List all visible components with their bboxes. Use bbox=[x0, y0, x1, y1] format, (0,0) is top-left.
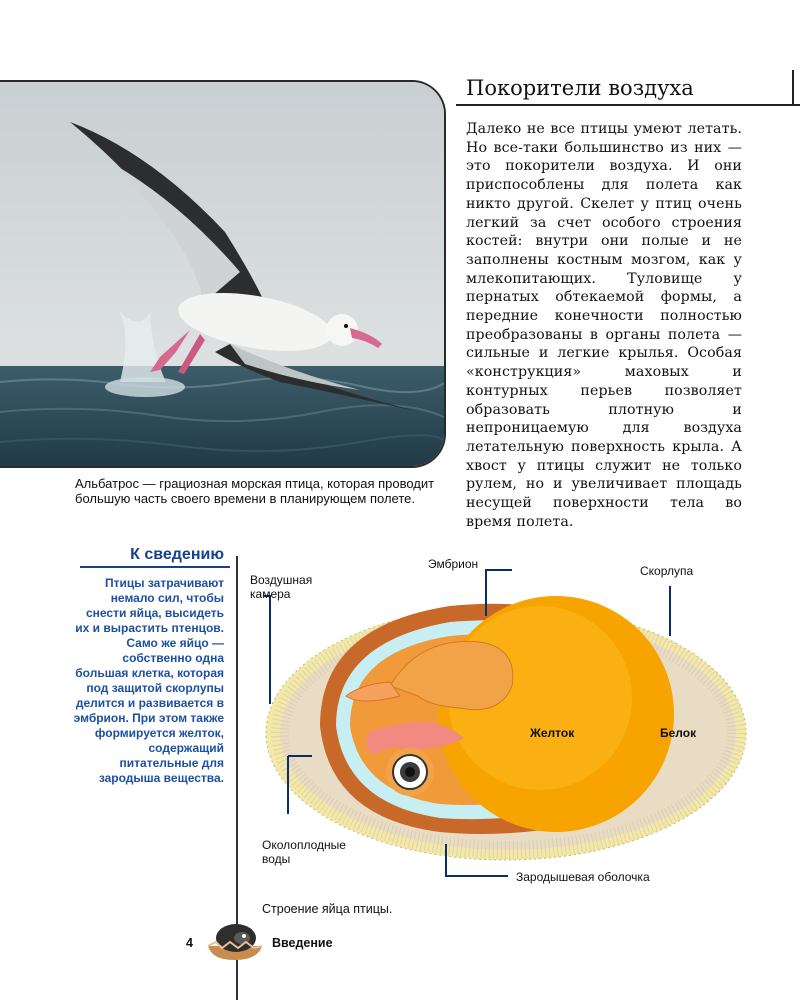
article-body: Далеко не все птицы умеют летать. Но все-таки большинство из них — это покорители воздуха. И они приспособлены для полета как никто другой. Скелет у птиц очень легкий за счет особого строения костей: внутри они полые и не заполнены костным мозгом, как у млекопитающих. Туловище у пернатых обтекаемой формы, а передние конечности полностью преобразованы в органы полета — сильные и легкие крылья. Особая «конструкция» маховых и контурных перьев позволяет образовать плотную и непроницаемую для воздуха летательную поверхность крыла. А хвост у птицы служит не только рулем, но и увеличивает площадь несущей поверхности тела во время полета. bbox=[466, 121, 742, 530]
label-air-cell-line1: Воздушная bbox=[250, 573, 313, 587]
section-name: Введение bbox=[272, 936, 333, 950]
title-divider-tick bbox=[792, 70, 794, 104]
label-yolk: Желток bbox=[530, 726, 575, 740]
article-title: Покорители воздуха bbox=[466, 76, 694, 100]
title-divider bbox=[456, 104, 800, 106]
egg-diagram bbox=[250, 556, 800, 900]
label-shell: Скорлупа bbox=[640, 564, 694, 578]
page-number: 4 bbox=[186, 936, 193, 950]
label-amniotic-line2: воды bbox=[262, 852, 291, 866]
label-air-cell-line2: камера bbox=[250, 587, 291, 601]
aside-divider bbox=[80, 566, 230, 568]
aside-title: К сведению bbox=[130, 546, 224, 563]
albatross-photo bbox=[0, 80, 446, 468]
label-albumen: Белок bbox=[660, 726, 697, 740]
diagram-caption: Строение яйца птицы. bbox=[262, 902, 393, 916]
photo-caption: Альбатрос — грациозная морская птица, которая проводит большую часть своего времени в планирующем полете. bbox=[75, 476, 435, 506]
chick-egg-icon bbox=[202, 916, 266, 966]
label-amniotic-line1: Околоплодные bbox=[262, 838, 346, 852]
label-embryo: Эмбрион bbox=[428, 557, 479, 571]
label-membrane: Зародышевая оболочка bbox=[516, 870, 650, 884]
aside-text: Птицы затрачивают немало сил, чтобы снести яйца, высидеть их и вырастить птенцов. Само же яйцо — собственно одна большая клетка, которая под защитой скорлупы делится и развивается в эмбрион. При этом также формируется желток, содержащий питательные для зародыша вещества. bbox=[73, 576, 224, 785]
